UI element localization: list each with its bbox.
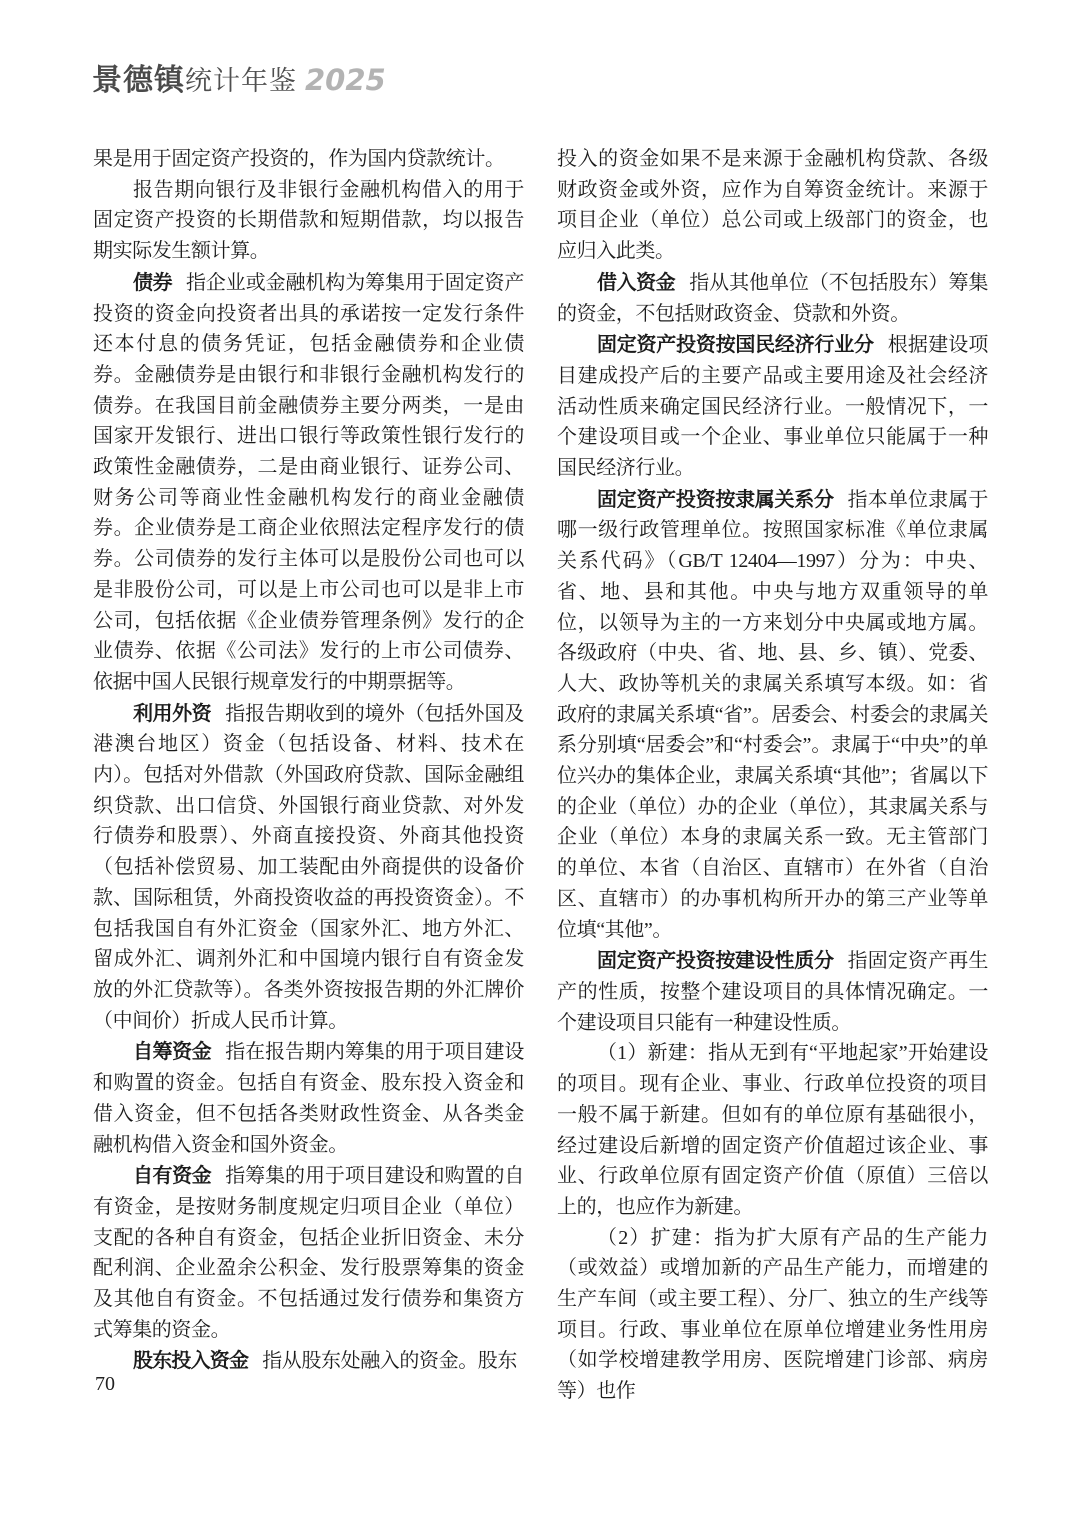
- definition-paragraph: 自有资金 指筹集的用于项目建设和购置的自有资金，是按财务制度规定归项目企业（单位）支配的各种自有资金，包括企业折旧资金、未分配利润、企业盈余公积金、发行股票筹集的资金及其他自有资金。不包括通过发行债券和集资方式筹集的资金。: [93, 1163, 524, 1341]
- definition-term: 借入资金: [597, 269, 676, 294]
- definition-paragraph: （2）扩建：指为扩大原有产品的生产能力（或效益）或增加新的产品生产能力，而增建的生产车间（或主要工程）、分厂、独立的生产线等项目。行政、事业单位在原单位增建业务性用房（如学校增建教学用房、医院增建门诊部、病房等）也作: [557, 1226, 988, 1403]
- text-column-left: [93, 144, 524, 1377]
- definition-term: 股东投入资金: [133, 1348, 249, 1373]
- yearbook-title-type: 统计年鉴: [185, 66, 297, 97]
- definition-term: 固定资产投资按隶属关系分: [597, 486, 834, 511]
- definition-paragraph: （1）新建：指从无到有“平地起家”开始建设的项目。现有企业、事业、行政单位投资的项目一般不属于新建。但如有的单位原有基础很小，经过建设后新增的固定资产价值超过该企业、事业、行政单位原有固定资产价值（原值）三倍以上的，也应作为新建。: [557, 1042, 988, 1218]
- definition-paragraph: 报告期向银行及非银行金融机构借入的用于固定资产投资的长期借款和短期借款，均以报告期实际发生额计算。: [93, 178, 524, 263]
- definition-term: 自筹资金: [133, 1039, 212, 1064]
- definition-term: 自有资金: [133, 1163, 212, 1188]
- definition-paragraph: 果是用于固定资产投资的，作为国内贷款统计。: [93, 148, 505, 170]
- yearbook-title-city: 景德镇: [92, 63, 185, 98]
- yearbook-title-year: 2025: [305, 63, 386, 97]
- definition-paragraph: 股东投入资金 指从股东处融入的资金。股东: [133, 1348, 518, 1373]
- definition-paragraph: 固定资产投资按隶属关系分 指本单位隶属于哪一级行政管理单位。按照国家标准《单位隶属关系代码》（GB/T 12404—1997）分为：中央、省、地、县和其他。中央与地方双重领导的单位，以领导为主的一方来划分中央属或地方属。各级政府（中央、省、地、县、乡、镇）、党委、人大、政协等机关的隶属关系填写本级。如：省政府的隶属关系填“省”。居委会、村委会的隶属关系分别填“居委会”和“村委会”。隶属于“中央”的单位兴办的集体企业，隶属关系填“其他”；省属以下的企业（单位）办的企业（单位），其隶属关系与企业（单位）本身的隶属关系一致。无主管部门的单位、本省（自治区、直辖市）在外省（自治区、直辖市）的办事机构所开办的第三产业等单位填“其他”。: [557, 486, 989, 941]
- definition-paragraph: 借入资金 指从其他单位（不包括股东）筹集的资金，不包括财政资金、贷款和外资。: [557, 269, 988, 325]
- page-header: [92, 63, 386, 98]
- definition-paragraph: 自筹资金 指在报告期内筹集的用于项目建设和购置的资金。包括自有资金、股东投入资金和借入资金，但不包括各类财政性资金、从各类金融机构借入资金和国外资金。: [93, 1039, 524, 1156]
- text-column-right: [557, 144, 988, 1407]
- definition-term: 固定资产投资按国民经济行业分: [597, 332, 874, 357]
- definition-paragraph: 债券 指企业或金融机构为筹集用于固定资产投资的资金向投资者出具的承诺按一定发行条件还本付息的债务凭证，包括金融债券和企业债券。金融债券是由银行和非银行金融机构发行的债券。在我国目前金融债券主要分两类，一是由国家开发银行、进出口银行等政策性银行发行的政策性金融债券，二是由商业银行、证券公司、财务公司等商业性金融机构发行的商业金融债券。企业债券是工商企业依照法定程序发行的债券。公司债券的发行主体可以是股份公司也可以是非股份公司，可以是上市公司也可以是非上市公司，包括依据《企业债券管理条例》发行的企业债券、依据《公司法》发行的上市公司债券、依据中国人民银行规章发行的中期票据等。: [93, 269, 524, 693]
- definition-paragraph: 固定资产投资按国民经济行业分 根据建设项目建成投产后的主要产品或主要用途及社会经济活动性质来确定国民经济行业。一般情况下，一个建设项目或一个企业、事业单位只能属于一种国民经济行业。: [557, 332, 988, 480]
- definition-term: 债券: [133, 269, 172, 294]
- definition-paragraph: 投入的资金如果不是来源于金融机构贷款、各级财政资金或外资，应作为自筹资金统计。来源于项目企业（单位）总公司或上级部门的资金，也应归入此类。: [557, 148, 988, 263]
- definition-paragraph: 固定资产投资按建设性质分 指固定资产再生产的性质，按整个建设项目的具体情况确定。一个建设项目只能有一种建设性质。: [557, 948, 989, 1034]
- definition-term: 固定资产投资按建设性质分: [597, 948, 834, 973]
- definition-paragraph: 利用外资 指报告期收到的境外（包括外国及港澳台地区）资金（包括设备、材料、技术在内）。包括对外借款（外国政府贷款、国际金融组织贷款、出口信贷、外国银行商业贷款、对外发行债券和股票）、外商直接投资、外商其他投资（包括补偿贸易、加工装配由外商提供的设备价款、国际租赁，外商投资收益的再投资资金）。不包括我国自有外汇资金（国家外汇、地方外汇、留成外汇、调剂外汇和中国境内银行自有资金发放的外汇贷款等）。各类外资按报告期的外汇牌价（中间价）折成人民币计算。: [93, 700, 524, 1032]
- definition-term: 利用外资: [133, 700, 212, 725]
- page-number: 70: [95, 1373, 115, 1395]
